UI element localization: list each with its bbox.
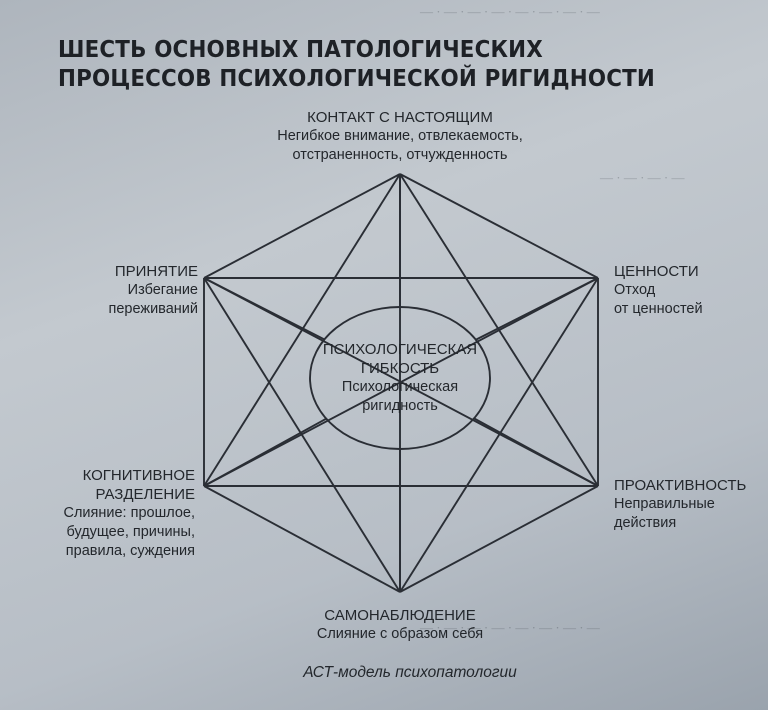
node-values-desc-2: от ценностей xyxy=(614,301,703,317)
edge-lL-bot xyxy=(204,486,400,592)
spoke-lL xyxy=(204,419,326,486)
title-line-1: ШЕСТЬ ОСНОВНЫХ ПАТОЛОГИЧЕСКИХ xyxy=(58,37,543,63)
node-action-heading: ПРОАКТИВНОСТЬ xyxy=(614,477,747,494)
node-contact-heading: КОНТАКТ С НАСТОЯЩИМ xyxy=(307,109,493,126)
node-defusion xyxy=(30,466,195,561)
node-acceptance-heading: ПРИНЯТИЕ xyxy=(114,263,198,280)
node-action xyxy=(614,476,754,533)
node-self-desc-1: Слияние с образом себя xyxy=(316,626,484,642)
node-contact-desc-2: отстраненность, отчужденность xyxy=(292,147,508,163)
node-contact-desc-1: Негибкое внимание, отвлекаемость, xyxy=(277,128,523,144)
edge-lR-bot xyxy=(400,486,598,592)
node-contact xyxy=(265,108,535,165)
center-label xyxy=(310,340,490,416)
node-defusion-heading-1: КОГНИТИВНОЕ xyxy=(82,467,195,484)
spoke-uR xyxy=(476,278,598,340)
node-values xyxy=(614,262,734,319)
spoke-lR xyxy=(474,418,598,486)
center-heading-2: ГИБКОСТЬ xyxy=(360,360,440,377)
center-heading-1: ПСИХОЛОГИЧЕСКАЯ xyxy=(322,341,478,358)
edge-uR-bot xyxy=(400,278,598,592)
node-defusion-desc-3: правила, суждения xyxy=(65,543,195,559)
node-acceptance-desc-1: Избегание xyxy=(127,282,198,298)
node-self xyxy=(285,606,515,644)
node-defusion-heading-2: РАЗДЕЛЕНИЕ xyxy=(95,486,195,503)
node-values-heading: ЦЕННОСТИ xyxy=(614,263,699,280)
node-defusion-desc-2: будущее, причины, xyxy=(66,524,195,540)
title-line-2: ПРОЦЕССОВ ПСИХОЛОГИЧЕСКОЙ РИГИДНОСТИ xyxy=(58,66,655,92)
node-values-desc-1: Отход xyxy=(614,282,656,298)
edge-top-uR xyxy=(400,174,598,278)
center-desc-2: ригидность xyxy=(362,398,438,414)
figure-caption: АСТ-модель психопатологии xyxy=(303,664,517,681)
edge-top-uL xyxy=(204,174,400,278)
node-action-desc-2: действия xyxy=(614,515,677,531)
node-self-heading: САМОНАБЛЮДЕНИЕ xyxy=(324,607,476,624)
center-desc-1: Психологическая xyxy=(341,379,459,395)
node-acceptance-desc-2: переживаний xyxy=(108,301,198,317)
node-action-desc-1: Неправильные xyxy=(614,496,715,512)
node-defusion-desc-1: Слияние: прошлое, xyxy=(63,505,195,521)
node-acceptance xyxy=(78,262,198,319)
